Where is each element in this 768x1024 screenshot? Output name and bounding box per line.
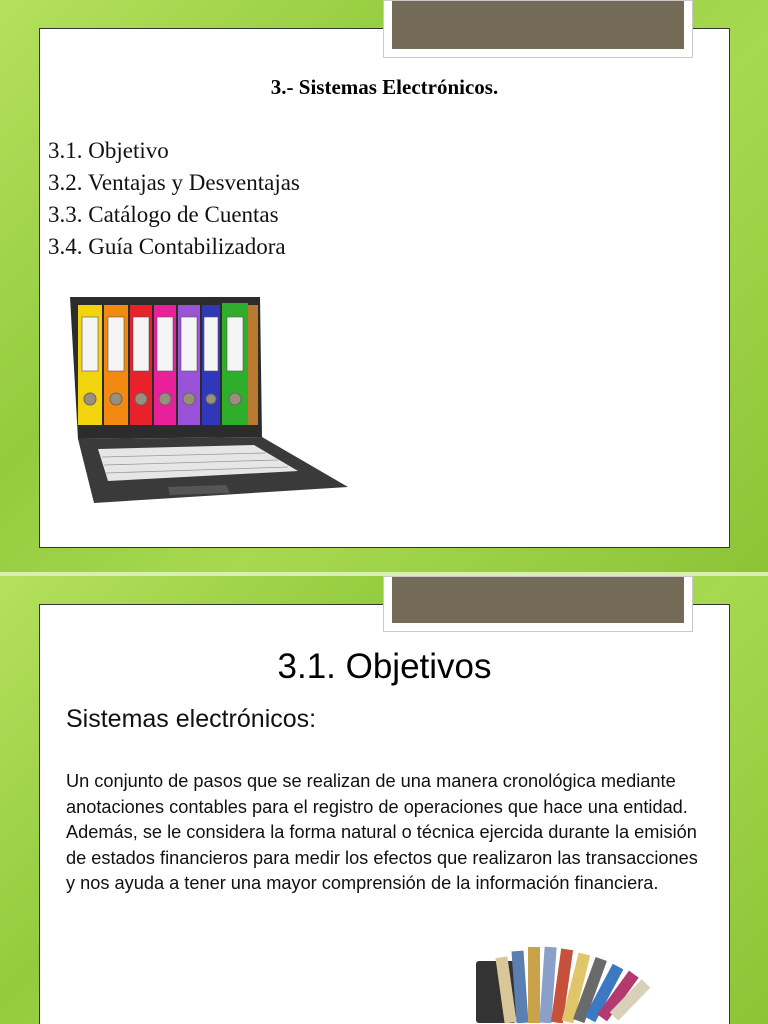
slide-2-subtitle: Sistemas electrónicos:: [66, 705, 317, 733]
table-of-contents: [48, 135, 300, 263]
slide-2-content-card: [39, 604, 730, 1024]
slide-1-title: 3.- Sistemas Electrónicos.: [270, 75, 499, 99]
slide-2: [0, 576, 768, 1024]
slide-1-content-card: [39, 28, 730, 548]
slide-2-header-tab: [383, 576, 693, 632]
toc-item: 3.4. Guía Contabilizadora: [48, 234, 286, 259]
tablet-cards-image: [470, 943, 690, 1023]
laptop-binders-image: [48, 287, 366, 513]
slide-2-title: 3.1. Objetivos: [277, 647, 492, 686]
toc-item: 3.3. Catálogo de Cuentas: [48, 202, 279, 227]
slide-2-body-text: Un conjunto de pasos que se realizan de una manera cronológica mediante anotaciones contables para el registro de operaciones que hace una entidad. Además, se le considera la forma natural o técnica ejercida durante la emisión de estados financieros para medir los efectos que realizaron las transacciones y nos ayuda a tener una mayor comprensión de la información financiera.: [66, 771, 698, 893]
slide-1-header-tab: [383, 0, 693, 58]
toc-item: 3.1. Objetivo: [48, 138, 169, 163]
toc-item: 3.2. Ventajas y Desventajas: [48, 170, 300, 195]
